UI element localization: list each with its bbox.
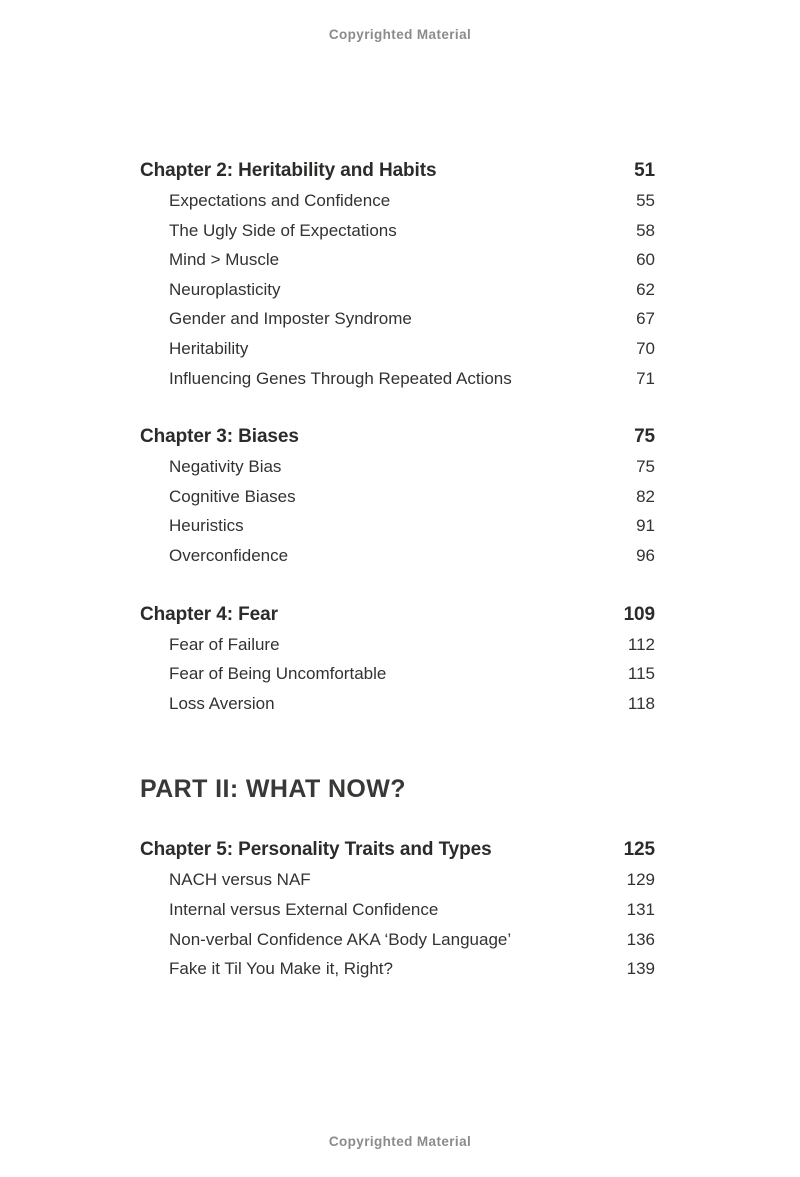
toc-entry	[140, 304, 655, 334]
toc-entry	[140, 186, 655, 216]
toc-entry	[140, 895, 655, 925]
toc-entry	[140, 364, 655, 394]
toc-entry-label: Non-verbal Confidence AKA ‘Body Language’	[169, 929, 512, 949]
toc-entry-label: Fear of Being Uncomfortable	[169, 664, 387, 684]
toc-section	[140, 600, 655, 719]
toc-entry-page-number: 136	[626, 929, 655, 949]
toc-section	[140, 422, 655, 570]
chapter-page-number: 125	[623, 839, 655, 861]
toc-entry	[140, 216, 655, 246]
toc-entry	[140, 482, 655, 512]
chapter-page-number: 51	[634, 160, 655, 181]
toc-entry-label: Fake it Til You Make it, Right?	[169, 959, 393, 979]
toc-entry-label: Fear of Failure	[169, 634, 280, 654]
toc-entry	[140, 925, 655, 955]
toc-entry	[140, 511, 655, 541]
toc	[140, 156, 655, 1013]
toc-section	[140, 156, 655, 393]
toc-entry-label: Internal versus External Confidence	[169, 899, 439, 919]
toc-entry	[140, 275, 655, 305]
chapter-heading-row	[140, 600, 655, 630]
toc-entry	[140, 659, 655, 689]
toc-entry-label: Loss Aversion	[169, 693, 275, 713]
chapter-heading-row	[140, 422, 655, 452]
toc-entry	[140, 865, 655, 895]
toc-entry-label: Gender and Imposter Syndrome	[169, 309, 412, 329]
toc-entry-page-number: 82	[636, 486, 655, 506]
chapter-heading-row	[140, 835, 655, 865]
toc-entry-page-number: 60	[636, 250, 655, 270]
toc-entry-page-number: 96	[636, 545, 655, 565]
toc-entry-page-number: 115	[627, 664, 655, 684]
toc-entry-page-number: 139	[626, 959, 655, 979]
toc-entry-page-number: 71	[636, 368, 655, 388]
part-heading: PART II: WHAT NOW?	[140, 775, 406, 804]
toc-entry-page-number: 118	[627, 693, 655, 713]
toc-entry-label: The Ugly Side of Expectations	[169, 220, 397, 240]
chapter-title: Chapter 2: Heritability and Habits	[140, 160, 437, 181]
toc-entry-label: NACH versus NAF	[169, 870, 311, 890]
toc-entry-page-number: 70	[636, 338, 655, 358]
toc-entry-page-number: 129	[626, 870, 655, 890]
toc-section	[140, 835, 655, 983]
toc-entry-page-number: 55	[636, 191, 655, 210]
chapter-page-number: 75	[634, 426, 655, 448]
toc-entry-label: Expectations and Confidence	[169, 191, 391, 210]
chapter-title: Chapter 4: Fear	[140, 603, 278, 625]
toc-entry-label: Cognitive Biases	[169, 486, 296, 506]
toc-entry-page-number: 75	[636, 457, 655, 477]
toc-entry	[140, 541, 655, 571]
chapter-heading-row	[140, 156, 655, 186]
chapter-title: Chapter 5: Personality Traits and Types	[140, 839, 492, 861]
chapter-title: Chapter 3: Biases	[140, 426, 299, 448]
toc-entry-label: Overconfidence	[169, 545, 289, 565]
toc-entry-page-number: 67	[636, 309, 655, 329]
toc-entry	[140, 334, 655, 364]
toc-entry-page-number: 91	[636, 516, 655, 536]
toc-entry	[140, 630, 655, 660]
toc-entry-page-number: 131	[626, 899, 655, 919]
toc-entry	[140, 452, 655, 482]
toc-entry-page-number: 62	[636, 279, 655, 299]
toc-entry	[140, 689, 655, 719]
toc-entry-label: Heritability	[169, 338, 249, 358]
toc-entry-label: Influencing Genes Through Repeated Actions	[169, 368, 512, 388]
toc-entry-label: Mind > Muscle	[169, 250, 280, 270]
toc-entry-page-number: 58	[636, 220, 655, 240]
copyright-notice-bottom: Copyrighted Material	[328, 1134, 472, 1149]
chapter-page-number: 109	[623, 603, 655, 625]
toc-entry-page-number: 112	[627, 634, 655, 654]
toc-entry-label: Heuristics	[169, 516, 244, 536]
toc-entry-label: Neuroplasticity	[169, 279, 281, 299]
toc-entry-label: Negativity Bias	[169, 457, 282, 477]
copyright-notice-top: Copyrighted Material	[328, 27, 472, 42]
toc-entry	[140, 245, 655, 275]
toc-entry	[140, 954, 655, 984]
